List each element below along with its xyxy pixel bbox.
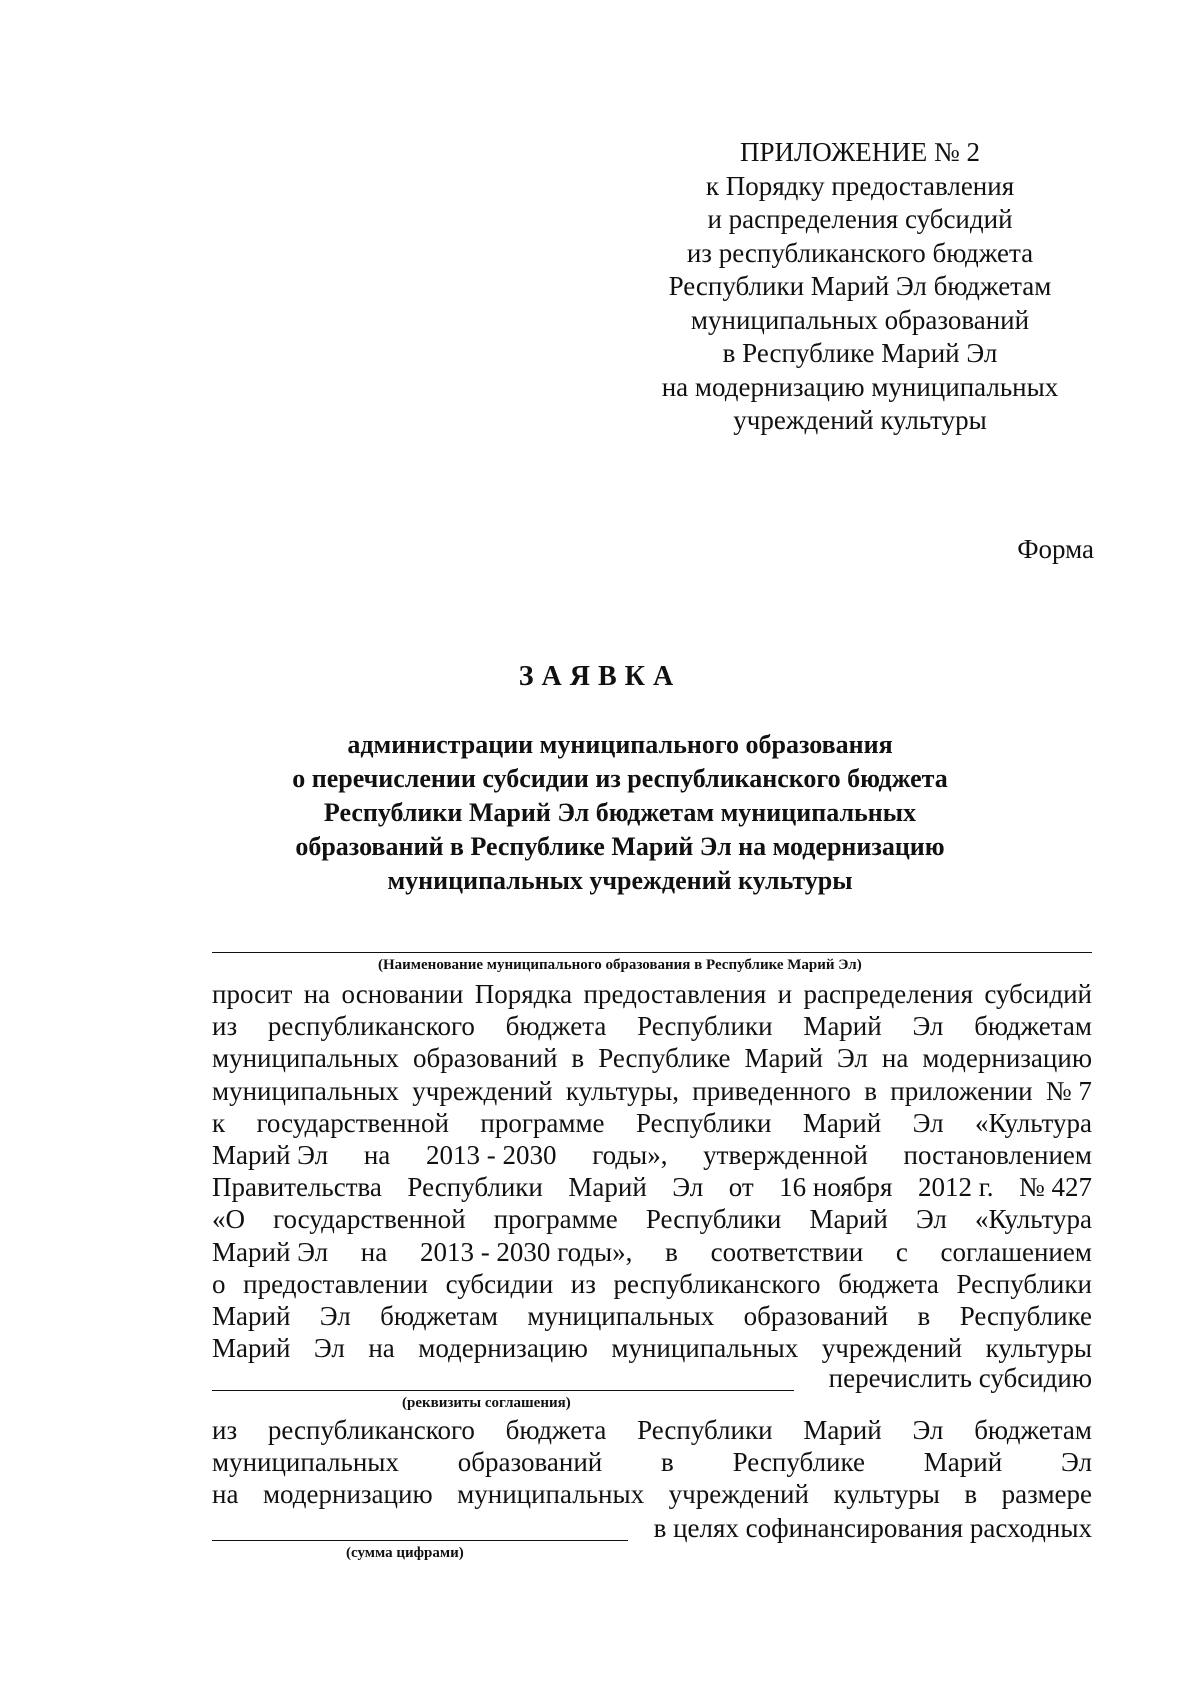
appendix-line: из республиканского бюджета [686, 237, 1034, 268]
word: муниципальных [527, 1300, 715, 1331]
word: Эл [672, 1172, 704, 1203]
word: приведенного [692, 1075, 851, 1106]
subtitle-line: Республики Марий Эл бюджетам муниципальных [323, 798, 917, 827]
word: муниципальных [611, 1333, 799, 1364]
word: на [360, 1236, 388, 1267]
word: из [212, 1011, 238, 1042]
transfer-text: перечислить субсидию [828, 1363, 1092, 1393]
word: муниципальных [212, 1043, 399, 1074]
word: модернизацию [418, 1333, 588, 1364]
word: бюджета [505, 1011, 607, 1042]
word: на [363, 1139, 391, 1170]
word: Эл [319, 1300, 351, 1331]
request-text-line [212, 1171, 1092, 1203]
word: Республике [959, 1300, 1092, 1331]
word: Республике [732, 1447, 865, 1478]
appendix-line: и распределения субсидий [707, 204, 1013, 234]
word: в [661, 1447, 674, 1478]
word: Марий [802, 1107, 882, 1138]
subsidy-text-line [212, 1414, 1092, 1446]
word: Эл [912, 1011, 944, 1042]
word: «Культура [974, 1107, 1092, 1138]
appendix-line: на модернизацию муниципальных [661, 371, 1059, 402]
word: годы», [592, 1139, 668, 1170]
word: учреждений [668, 1479, 809, 1510]
word: Эл [915, 1204, 947, 1235]
word: муниципальных [212, 1075, 399, 1106]
word: Марий [212, 1300, 291, 1331]
word: Порядка [474, 979, 573, 1009]
word: Марий [568, 1172, 647, 1203]
word: Правительства [212, 1172, 382, 1203]
word: учреждений [412, 1075, 553, 1106]
cofinancing-text: в целях софинансирования расходных [653, 1513, 1092, 1543]
appendix-header [640, 136, 1080, 438]
word: программе [493, 1204, 618, 1235]
word: Марий [923, 1447, 1003, 1478]
appendix-line: муниципальных образований [690, 304, 1030, 335]
subtitle-line: образований в Республике Марий Эл на модернизацию [295, 832, 945, 861]
request-text-line [212, 1332, 1092, 1364]
word: на [212, 1479, 239, 1510]
word: 2013 - 2030 [425, 1139, 557, 1170]
word: республиканского [613, 1268, 821, 1299]
word: соглашением [940, 1236, 1092, 1267]
word: и [777, 979, 793, 1009]
word: бюджетам [974, 1011, 1092, 1042]
subsidy-paragraph [212, 1414, 1092, 1511]
agreement-details-caption: (реквизиты соглашения) [402, 1395, 571, 1411]
request-text-line [212, 1203, 1092, 1235]
word: Республике [598, 1043, 731, 1074]
word: в [964, 1479, 978, 1510]
word: культуры [833, 1479, 940, 1510]
word: 16 ноября [779, 1172, 893, 1203]
word: образований [457, 1447, 603, 1478]
word: программе [480, 1107, 605, 1138]
word: государственной [256, 1107, 449, 1138]
request-text-line [212, 1042, 1092, 1074]
word: 2013 - 2030 годы», [419, 1236, 633, 1267]
word: утвержденной [703, 1139, 868, 1170]
word: образований [412, 1043, 558, 1074]
document-title: ЗАЯВКА [518, 661, 682, 692]
word: приложении [890, 1075, 1033, 1106]
subtitle-line: муниципальных учреждений культуры [387, 866, 853, 895]
word: Эл [1060, 1447, 1092, 1478]
word: из [570, 1268, 596, 1299]
appendix-line: Республики Марий Эл бюджетам [668, 271, 1052, 301]
word: в [571, 1043, 585, 1074]
amount-caption: (сумма цифрами) [346, 1545, 464, 1561]
municipality-name-caption: (Наименование муниципального образования в Республике Марий Эл) [378, 957, 862, 973]
word: учреждений [821, 1333, 963, 1364]
request-text-line [212, 1139, 1092, 1171]
word: государственной [273, 1204, 466, 1235]
form-label: Форма [1017, 534, 1094, 564]
request-text-line [212, 1010, 1092, 1042]
word: Марий [744, 1043, 823, 1074]
word: муниципальных [212, 1447, 399, 1478]
document-subtitle [240, 728, 1000, 898]
request-text-line [212, 1075, 1092, 1107]
word: на [368, 1333, 395, 1364]
request-text-line [212, 1300, 1092, 1332]
request-text-line [212, 1236, 1092, 1268]
word: Марий Эл [212, 1236, 329, 1267]
appendix-line: учреждений культуры [733, 405, 987, 435]
word: предоставления [583, 979, 767, 1009]
word: на [303, 979, 331, 1009]
subsidy-text-line [212, 1446, 1092, 1478]
word: бюджетам [380, 1300, 498, 1331]
word: Республики [637, 1415, 773, 1445]
word: Эл [912, 1415, 944, 1445]
subtitle-line: администрации муниципального образования [347, 730, 893, 759]
word: Эл [912, 1107, 944, 1138]
request-text-line [212, 1268, 1092, 1300]
word: от [728, 1172, 754, 1203]
word: в [917, 1300, 931, 1331]
word: с [895, 1236, 908, 1267]
word: из [212, 1415, 238, 1445]
word: размере [1001, 1479, 1092, 1510]
appendix-line: в Республике Марий Эл [722, 338, 998, 368]
word: муниципальных [457, 1479, 645, 1510]
word: № 427 [1018, 1172, 1092, 1203]
word: Эл [313, 1333, 345, 1364]
word: Эл [836, 1043, 868, 1074]
word: «Культура [974, 1204, 1092, 1235]
word: Марий [809, 1204, 888, 1235]
word: Республики [635, 1107, 772, 1138]
word: Республики [956, 1268, 1092, 1299]
word: модернизацию [262, 1479, 433, 1510]
agreement-details-line [212, 1390, 794, 1391]
word: республиканского [267, 1011, 475, 1042]
word: культуры, [565, 1075, 679, 1106]
word: Республики [645, 1204, 782, 1235]
appendix-line: ПРИЛОЖЕНИЕ № 2 [739, 137, 981, 167]
word: Республики [407, 1172, 543, 1203]
word: к [212, 1107, 226, 1138]
subtitle-line: о перечислении субсидии из республиканского бюджета [292, 764, 948, 793]
word: республиканского [267, 1415, 475, 1445]
word: культуры [985, 1333, 1092, 1364]
municipality-name-line [212, 952, 1092, 953]
amount-line [212, 1540, 628, 1541]
word: на [881, 1043, 909, 1074]
word: бюджета [838, 1268, 939, 1299]
word: Марий Эл [212, 1139, 329, 1170]
appendix-line: к Порядку предоставления [705, 170, 1015, 201]
word: о [212, 1268, 226, 1299]
word: бюджета [505, 1415, 607, 1445]
word: образований [743, 1300, 889, 1331]
word: Марий [212, 1333, 291, 1364]
word: Марий [803, 1011, 882, 1042]
word: № 7 [1045, 1075, 1092, 1106]
request-text-line [212, 978, 1092, 1010]
word: распределения [803, 979, 974, 1009]
word: просит [212, 979, 293, 1009]
word: «О [212, 1204, 245, 1235]
request-paragraph [212, 978, 1092, 1364]
word: предоставлении [243, 1268, 428, 1299]
word: модернизацию [922, 1043, 1092, 1074]
word: 2012 г. [917, 1172, 994, 1203]
word: бюджетам [974, 1415, 1092, 1445]
word: субсидий [984, 979, 1092, 1009]
word: Марий [803, 1415, 882, 1445]
word: соответствии [710, 1236, 864, 1267]
word: Республики [637, 1011, 773, 1042]
word: в [864, 1075, 877, 1106]
request-text-line [212, 1107, 1092, 1139]
word: постановлением [903, 1139, 1092, 1170]
word: субсидии [445, 1268, 554, 1299]
subsidy-text-line [212, 1478, 1092, 1510]
word: основании [341, 979, 464, 1009]
word: в [665, 1236, 678, 1267]
